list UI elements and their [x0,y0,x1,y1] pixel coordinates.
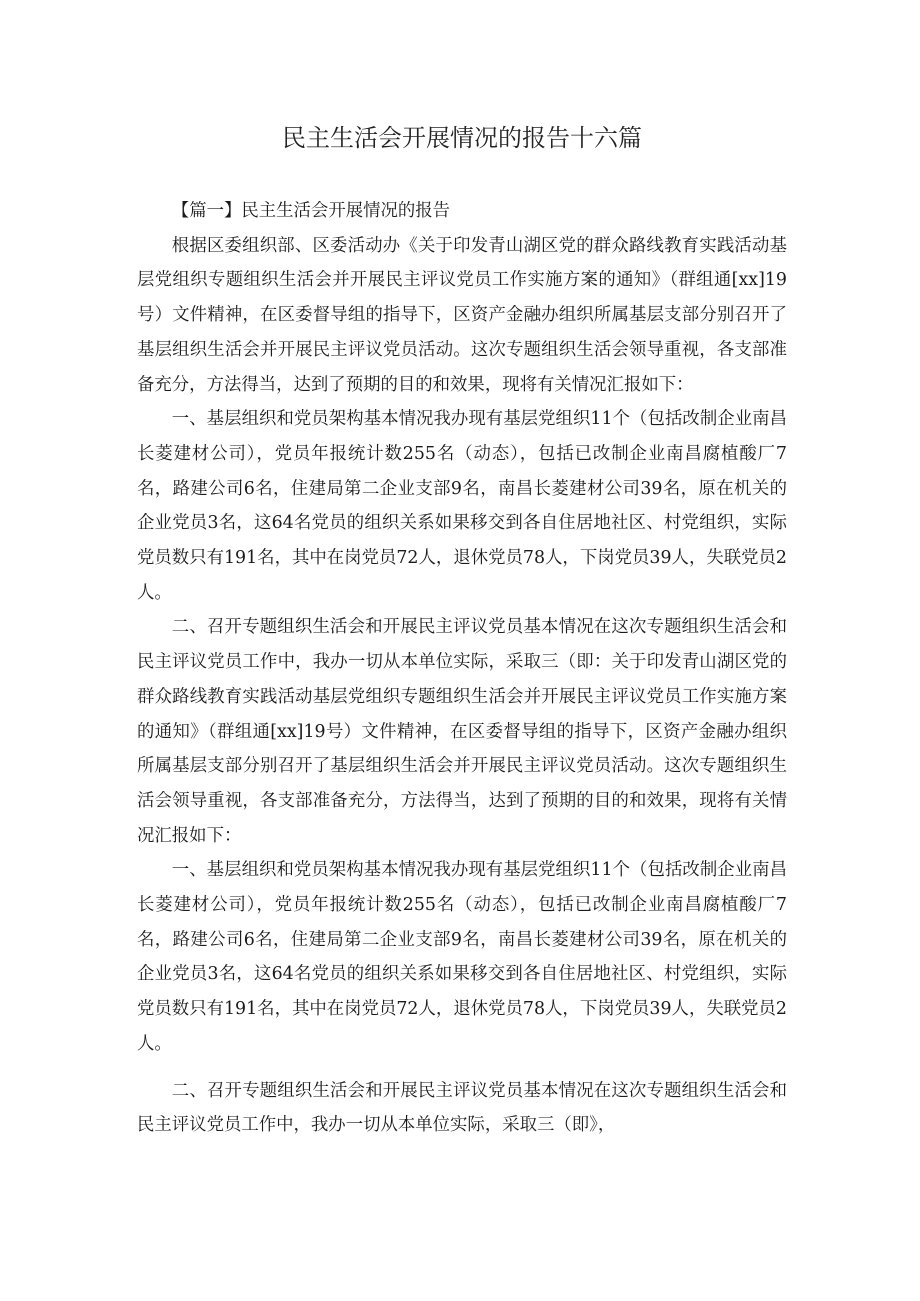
body-paragraph: 一、基层组织和党员架构基本情况我办现有基层党组织11个（包括改制企业南昌长菱建材公司），党员年报统计数255名（动态），包括已改制企业南昌腐植酸厂7名，路建公司6名，住建局第二企业支部9名，南昌长菱建材公司39名，原在机关的企业党员3名，这64名党员的组织关系如果移交到各自住居地社区、村党组织，实际党员数只有191名，其中在岗党员72人，退休党员78人，下岗党员39人，失联党员2人。 [137,409,787,603]
body-paragraph: 根据区委组织部、区委活动办《关于印发青山湖区党的群众路线教育实践活动基层党组织专题组织生活会并开展民主评议党员工作实施方案的通知》（群组通[xx]19号）文件精神，在区委督导组的指导下，区资产金融办组织所属基层支部分别召开了基层组织生活会并开展民主评议党员活动。这次专题组织生活会领导重视，各支部准备充分，方法得当，达到了预期的目的和效果，现将有关情况汇报如下： [137,235,787,395]
document-title: 民主生活会开展情况的报告十六篇 [282,124,642,152]
body-paragraph: 二、召开专题组织生活会和开展民主评议党员基本情况在这次专题组织生活会和民主评议党员工作中，我办一切从本单位实际，采取三（即：关于印发青山湖区党的群众路线教育实践活动基层党组织专题组织生活会并开展民主评议党员工作实施方案的通知》（群组通[xx]19号）文件精神，在区委督导组的指导下，区资产金融办组织所属基层支部分别召开了基层组织生活会并开展民主评议党员活动。这次专题组织生活会领导重视，各支部准备充分，方法得当，达到了预期的目的和效果，现将有关情况汇报如下： [137,617,787,846]
body-paragraph: 一、基层组织和党员架构基本情况我办现有基层党组织11个（包括改制企业南昌长菱建材公司），党员年报统计数255名（动态），包括已改制企业南昌腐植酸厂7名，路建公司6名，住建局第二企业支部9名，南昌长菱建材公司39名，原在机关的企业党员3名，这64名党员的组织关系如果移交到各自住居地社区、村党组织，实际党员数只有191名，其中在岗党员72人，退休党员78人，下岗党员39人，失联党员2人。 [137,860,787,1054]
body-paragraph: 二、召开专题组织生活会和开展民主评议党员基本情况在这次专题组织生活会和民主评议党员工作中，我办一切从本单位实际，采取三（即》， [137,1080,787,1136]
section-heading: 【篇一】民主生活会开展情况的报告 [171,201,451,221]
document-body [137,194,787,1143]
